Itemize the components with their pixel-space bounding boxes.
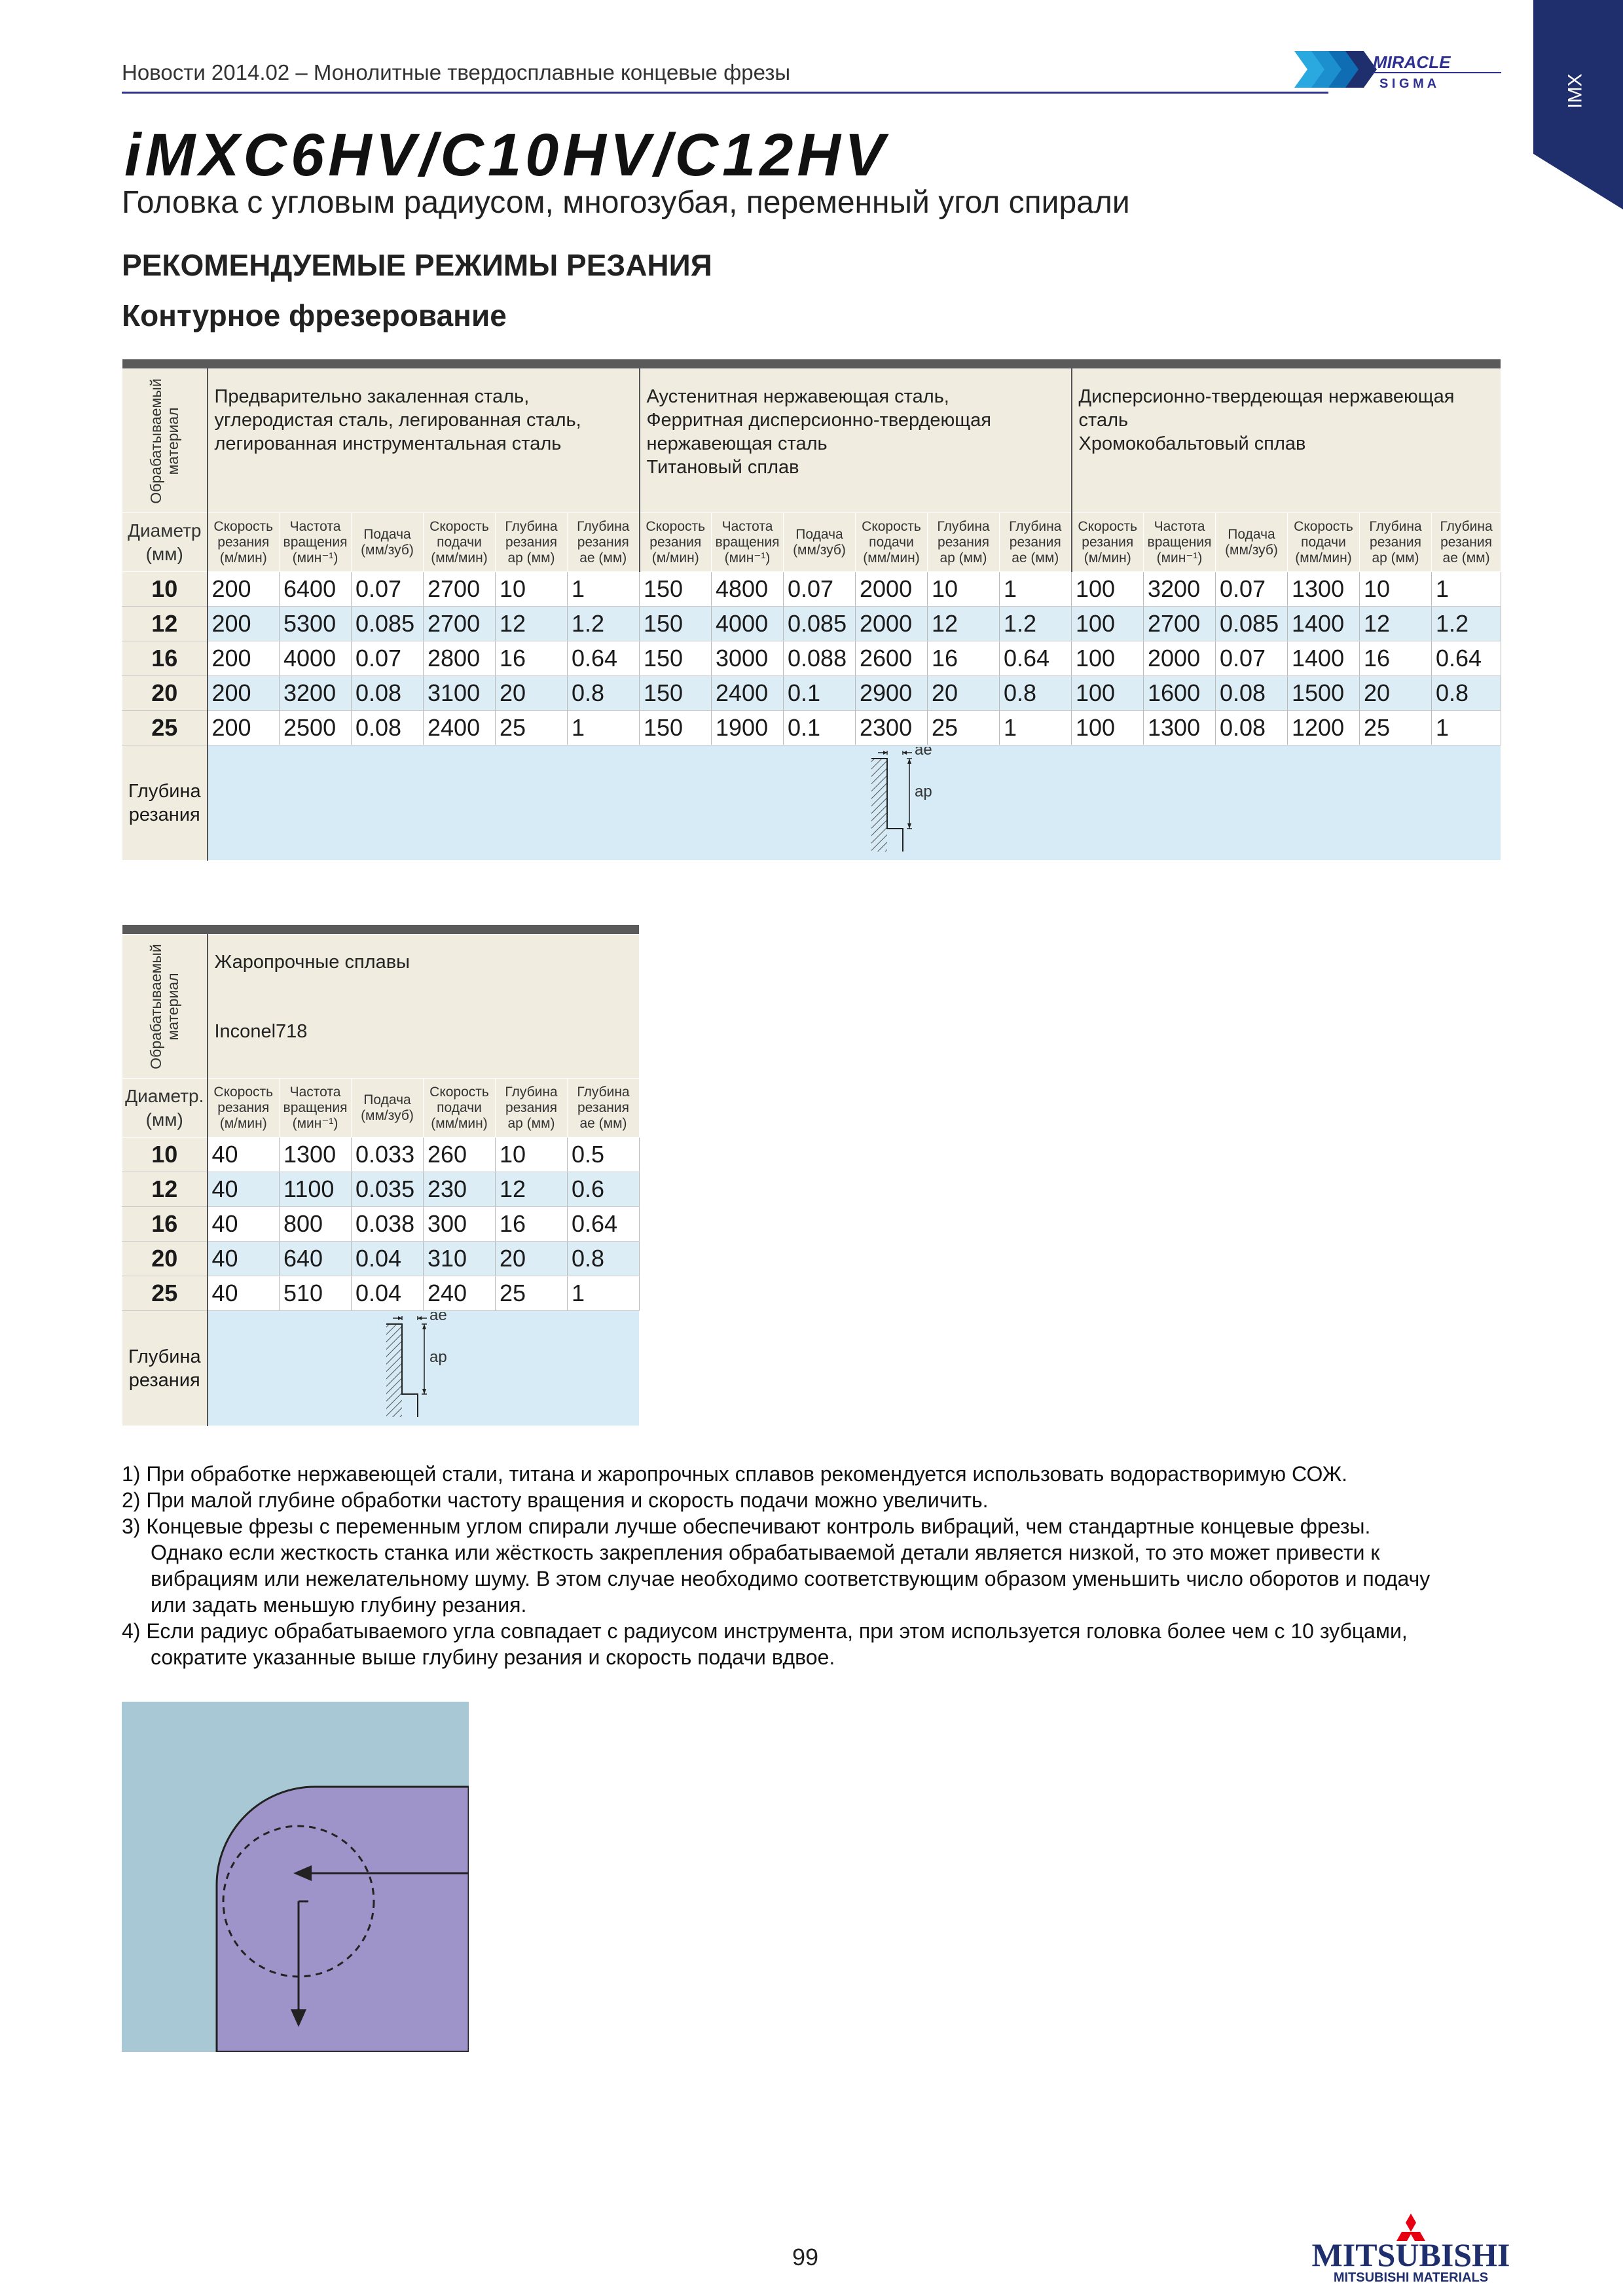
diameter-cell: 20 bbox=[122, 676, 208, 711]
value-cell: 2700 bbox=[424, 572, 496, 607]
value-cell: 10 bbox=[496, 1138, 568, 1172]
ap-label: ap bbox=[429, 1348, 447, 1366]
ae-label: ae bbox=[914, 747, 932, 759]
material-group-1: Предварительно закаленная сталь, углеродистая сталь, легированная сталь, легированная инструментальная сталь bbox=[208, 369, 640, 513]
value-cell: 20 bbox=[1360, 676, 1432, 711]
value-cell: 200 bbox=[208, 607, 280, 641]
value-cell: 1.2 bbox=[1000, 607, 1072, 641]
value-cell: 10 bbox=[1360, 572, 1432, 607]
value-cell: 16 bbox=[496, 641, 568, 676]
column-header: Глубина резания ae (мм) bbox=[1432, 513, 1501, 572]
value-cell: 1400 bbox=[1288, 641, 1360, 676]
value-cell: 0.085 bbox=[784, 607, 856, 641]
value-cell: 2800 bbox=[424, 641, 496, 676]
value-cell: 0.8 bbox=[568, 676, 640, 711]
maker-subname: MITSUBISHI MATERIALS bbox=[1333, 2270, 1489, 2284]
column-header: Скорость подачи (мм/мин) bbox=[424, 513, 496, 572]
column-header: Подача (мм/зуб) bbox=[352, 1079, 424, 1138]
value-cell: 0.08 bbox=[1216, 676, 1288, 711]
diameter-cell: 10 bbox=[122, 572, 208, 607]
value-cell: 2400 bbox=[424, 711, 496, 745]
table-row bbox=[122, 1207, 640, 1242]
note-4-cont: сократите указанные выше глубину резания и скорость подачи вдвое. bbox=[151, 1645, 835, 1669]
column-header: Частота вращения (мин⁻¹) bbox=[712, 513, 784, 572]
note-1: 1) При обработке нержавеющей стали, титана и жаропрочных сплавов рекомендуется использовать водорастворимую СОЖ. bbox=[122, 1462, 1348, 1486]
value-cell: 0.08 bbox=[352, 711, 424, 745]
section-subtitle: Контурное фрезерование bbox=[122, 298, 507, 332]
value-cell: 1300 bbox=[280, 1138, 352, 1172]
note-3-cont-2: вибрациям или нежелательному шуму. В этом случае необходимо соответствующим образом уменьшить число оборотов и подачу bbox=[151, 1567, 1431, 1590]
value-cell: 0.6 bbox=[568, 1172, 640, 1207]
column-header: Глубина резания ae (мм) bbox=[568, 1079, 640, 1138]
value-cell: 4000 bbox=[280, 641, 352, 676]
column-header: Частота вращения (мин⁻¹) bbox=[280, 1079, 352, 1138]
product-title: iMXC6HV/C10HV/C12HV bbox=[124, 122, 889, 188]
diameter-cell: 12 bbox=[122, 607, 208, 641]
value-cell: 1 bbox=[568, 572, 640, 607]
value-cell: 0.04 bbox=[352, 1276, 424, 1311]
diameter-cell: 25 bbox=[122, 1276, 208, 1311]
material-group-heat-resistant: Жаропрочные сплавы Inconel718 bbox=[208, 935, 640, 1079]
column-header: Глубина резания ap (мм) bbox=[496, 513, 568, 572]
value-cell: 0.04 bbox=[352, 1242, 424, 1276]
value-cell: 240 bbox=[424, 1276, 496, 1311]
mitsubishi-logo bbox=[1309, 2212, 1512, 2284]
value-cell: 150 bbox=[640, 641, 712, 676]
depth-of-cut-diagram bbox=[864, 747, 942, 858]
column-header: Подача (мм/зуб) bbox=[784, 513, 856, 572]
column-header: Частота вращения (мин⁻¹) bbox=[1144, 513, 1216, 572]
note-3-cont-1: Однако если жесткость станка или жёсткость закрепления обрабатываемой детали является низкой, то это может привести к bbox=[151, 1541, 1380, 1564]
value-cell: 12 bbox=[496, 607, 568, 641]
product-subtitle: Головка с угловым радиусом, многозубая, переменный угол спирали bbox=[122, 185, 1130, 220]
value-cell: 25 bbox=[1360, 711, 1432, 745]
value-cell: 2900 bbox=[856, 676, 928, 711]
value-cell: 1 bbox=[568, 1276, 640, 1311]
value-cell: 0.64 bbox=[568, 1207, 640, 1242]
value-cell: 40 bbox=[208, 1172, 280, 1207]
depth-of-cut-label: Глубина резания bbox=[122, 1311, 208, 1426]
value-cell: 100 bbox=[1072, 676, 1144, 711]
value-cell: 1.2 bbox=[568, 607, 640, 641]
value-cell: 12 bbox=[496, 1172, 568, 1207]
column-header: Скорость резания (м/мин) bbox=[208, 1079, 280, 1138]
diameter-cell: 16 bbox=[122, 1207, 208, 1242]
value-cell: 0.033 bbox=[352, 1138, 424, 1172]
column-header: Скорость резания (м/мин) bbox=[640, 513, 712, 572]
diameter-cell: 25 bbox=[122, 711, 208, 745]
column-header: Глубина резания ap (мм) bbox=[1360, 513, 1432, 572]
value-cell: 16 bbox=[1360, 641, 1432, 676]
value-cell: 2600 bbox=[856, 641, 928, 676]
value-cell: 20 bbox=[928, 676, 1000, 711]
value-cell: 150 bbox=[640, 676, 712, 711]
value-cell: 0.085 bbox=[352, 607, 424, 641]
value-cell: 150 bbox=[640, 607, 712, 641]
column-header: Скорость подачи (мм/мин) bbox=[856, 513, 928, 572]
value-cell: 0.8 bbox=[1000, 676, 1072, 711]
value-cell: 1600 bbox=[1144, 676, 1216, 711]
value-cell: 150 bbox=[640, 711, 712, 745]
column-header: Подача (мм/зуб) bbox=[1216, 513, 1288, 572]
value-cell: 40 bbox=[208, 1276, 280, 1311]
value-cell: 0.08 bbox=[1216, 711, 1288, 745]
miracle-sigma-logo bbox=[1293, 43, 1503, 96]
value-cell: 0.07 bbox=[1216, 641, 1288, 676]
value-cell: 2000 bbox=[1144, 641, 1216, 676]
value-cell: 25 bbox=[928, 711, 1000, 745]
value-cell: 0.085 bbox=[1216, 607, 1288, 641]
header-rule bbox=[122, 92, 1328, 94]
column-header: Глубина резания ae (мм) bbox=[568, 513, 640, 572]
value-cell: 230 bbox=[424, 1172, 496, 1207]
value-cell: 1 bbox=[1432, 711, 1501, 745]
value-cell: 6400 bbox=[280, 572, 352, 607]
value-cell: 200 bbox=[208, 641, 280, 676]
table-row bbox=[122, 1138, 640, 1172]
depth-of-cut-label: Глубина резания bbox=[122, 745, 208, 861]
table-row bbox=[122, 572, 1501, 607]
value-cell: 300 bbox=[424, 1207, 496, 1242]
value-cell: 25 bbox=[496, 711, 568, 745]
column-header: Скорость резания (м/мин) bbox=[1072, 513, 1144, 572]
diameter-cell: 10 bbox=[122, 1138, 208, 1172]
value-cell: 150 bbox=[640, 572, 712, 607]
value-cell: 2400 bbox=[712, 676, 784, 711]
table-top-bar bbox=[122, 359, 1501, 369]
value-cell: 100 bbox=[1072, 607, 1144, 641]
logo-text-top: MIRACLE bbox=[1373, 52, 1451, 72]
value-cell: 1.2 bbox=[1432, 607, 1501, 641]
ap-label: ap bbox=[914, 783, 932, 800]
material-group-3: Дисперсионно-твердеющая нержавеющая сталь Хромокобальтовый сплав bbox=[1072, 369, 1501, 513]
value-cell: 200 bbox=[208, 572, 280, 607]
value-cell: 3200 bbox=[1144, 572, 1216, 607]
value-cell: 16 bbox=[496, 1207, 568, 1242]
value-cell: 25 bbox=[496, 1276, 568, 1311]
value-cell: 0.64 bbox=[1000, 641, 1072, 676]
section-title: РЕКОМЕНДУЕМЫЕ РЕЖИМЫ РЕЗАНИЯ bbox=[122, 248, 712, 282]
material-label: Обрабатываемый материал bbox=[122, 369, 208, 513]
value-cell: 1 bbox=[1000, 572, 1072, 607]
value-cell: 1200 bbox=[1288, 711, 1360, 745]
value-cell: 10 bbox=[928, 572, 1000, 607]
material-label: Обрабатываемый материал bbox=[122, 935, 208, 1079]
value-cell: 0.8 bbox=[1432, 676, 1501, 711]
value-cell: 260 bbox=[424, 1138, 496, 1172]
value-cell: 200 bbox=[208, 676, 280, 711]
diameter-cell: 16 bbox=[122, 641, 208, 676]
value-cell: 800 bbox=[280, 1207, 352, 1242]
diameter-cell: 20 bbox=[122, 1242, 208, 1276]
value-cell: 1 bbox=[1432, 572, 1501, 607]
table-row bbox=[122, 1276, 640, 1311]
value-cell: 1400 bbox=[1288, 607, 1360, 641]
value-cell: 40 bbox=[208, 1138, 280, 1172]
value-cell: 3200 bbox=[280, 676, 352, 711]
value-cell: 0.07 bbox=[352, 641, 424, 676]
value-cell: 510 bbox=[280, 1276, 352, 1311]
depth-of-cut-diagram bbox=[378, 1312, 457, 1424]
value-cell: 0.07 bbox=[352, 572, 424, 607]
value-cell: 1900 bbox=[712, 711, 784, 745]
column-header: Подача (мм/зуб) bbox=[352, 513, 424, 572]
value-cell: 1 bbox=[1000, 711, 1072, 745]
column-header: Частота вращения (мин⁻¹) bbox=[280, 513, 352, 572]
value-cell: 3100 bbox=[424, 676, 496, 711]
value-cell: 2300 bbox=[856, 711, 928, 745]
column-header: Скорость подачи (мм/мин) bbox=[424, 1079, 496, 1138]
value-cell: 0.088 bbox=[784, 641, 856, 676]
column-header: Глубина резания ap (мм) bbox=[928, 513, 1000, 572]
value-cell: 100 bbox=[1072, 641, 1144, 676]
value-cell: 0.035 bbox=[352, 1172, 424, 1207]
value-cell: 40 bbox=[208, 1207, 280, 1242]
table-row bbox=[122, 607, 1501, 641]
maker-name: MITSUBISHI bbox=[1311, 2236, 1510, 2273]
column-header: Глубина резания ap (мм) bbox=[496, 1079, 568, 1138]
value-cell: 0.07 bbox=[1216, 572, 1288, 607]
logo-text-bottom: S I G M A bbox=[1379, 77, 1437, 91]
table-row bbox=[122, 1172, 640, 1207]
value-cell: 1100 bbox=[280, 1172, 352, 1207]
depth-of-cut-diagram-cell bbox=[208, 745, 1501, 861]
value-cell: 1 bbox=[568, 711, 640, 745]
value-cell: 5300 bbox=[280, 607, 352, 641]
table-row bbox=[122, 676, 1501, 711]
table-row bbox=[122, 1242, 640, 1276]
section-tab-label: IMX bbox=[1564, 73, 1586, 109]
note-3-cont-3: или задать меньшую глубину резания. bbox=[151, 1593, 527, 1617]
page-header-title: Новости 2014.02 – Монолитные твердосплавные концевые фрезы bbox=[122, 60, 791, 84]
value-cell: 0.5 bbox=[568, 1138, 640, 1172]
value-cell: 3000 bbox=[712, 641, 784, 676]
value-cell: 2700 bbox=[1144, 607, 1216, 641]
value-cell: 2700 bbox=[424, 607, 496, 641]
value-cell: 0.038 bbox=[352, 1207, 424, 1242]
column-header: Скорость резания (м/мин) bbox=[208, 513, 280, 572]
value-cell: 0.1 bbox=[784, 676, 856, 711]
cutting-conditions-table-2 bbox=[122, 924, 640, 1426]
column-header: Скорость подачи (мм/мин) bbox=[1288, 513, 1360, 572]
note-2: 2) При малой глубине обработки частоту вращения и скорость подачи можно увеличить. bbox=[122, 1488, 989, 1512]
table-row bbox=[122, 711, 1501, 745]
page-number: 99 bbox=[792, 2244, 819, 2270]
value-cell: 20 bbox=[496, 1242, 568, 1276]
value-cell: 0.08 bbox=[352, 676, 424, 711]
value-cell: 100 bbox=[1072, 572, 1144, 607]
value-cell: 310 bbox=[424, 1242, 496, 1276]
value-cell: 200 bbox=[208, 711, 280, 745]
diameter-header: Диаметр. (мм) bbox=[122, 1079, 208, 1138]
diameter-cell: 12 bbox=[122, 1172, 208, 1207]
value-cell: 0.64 bbox=[568, 641, 640, 676]
contour-milling-figure bbox=[122, 1702, 469, 2052]
value-cell: 0.07 bbox=[784, 572, 856, 607]
note-4: 4) Если радиус обрабатываемого угла совпадает с радиусом инструмента, при этом используется головка более чем с 10 зубцами, bbox=[122, 1619, 1408, 1643]
value-cell: 0.8 bbox=[568, 1242, 640, 1276]
value-cell: 100 bbox=[1072, 711, 1144, 745]
value-cell: 0.64 bbox=[1432, 641, 1501, 676]
table-top-bar bbox=[122, 925, 640, 935]
cutting-conditions-table-1 bbox=[122, 359, 1501, 861]
value-cell: 4000 bbox=[712, 607, 784, 641]
value-cell: 1300 bbox=[1288, 572, 1360, 607]
value-cell: 0.1 bbox=[784, 711, 856, 745]
value-cell: 16 bbox=[928, 641, 1000, 676]
ae-label: ae bbox=[429, 1312, 447, 1324]
value-cell: 4800 bbox=[712, 572, 784, 607]
value-cell: 1300 bbox=[1144, 711, 1216, 745]
value-cell: 12 bbox=[928, 607, 1000, 641]
depth-of-cut-diagram-cell bbox=[208, 1311, 640, 1426]
note-3: 3) Концевые фрезы с переменным углом спирали лучше обеспечивают контроль вибраций, чем стандартные концевые фрезы. bbox=[122, 1515, 1371, 1538]
material-group-2: Аустенитная нержавеющая сталь, Ферритная дисперсионно-твердеющая нержавеющая сталь Титановый сплав bbox=[640, 369, 1072, 513]
value-cell: 2500 bbox=[280, 711, 352, 745]
diameter-header: Диаметр (мм) bbox=[122, 513, 208, 572]
value-cell: 2000 bbox=[856, 572, 928, 607]
value-cell: 2000 bbox=[856, 607, 928, 641]
value-cell: 20 bbox=[496, 676, 568, 711]
table-row bbox=[122, 641, 1501, 676]
column-header: Глубина резания ae (мм) bbox=[1000, 513, 1072, 572]
value-cell: 640 bbox=[280, 1242, 352, 1276]
value-cell: 10 bbox=[496, 572, 568, 607]
value-cell: 1500 bbox=[1288, 676, 1360, 711]
value-cell: 12 bbox=[1360, 607, 1432, 641]
value-cell: 40 bbox=[208, 1242, 280, 1276]
